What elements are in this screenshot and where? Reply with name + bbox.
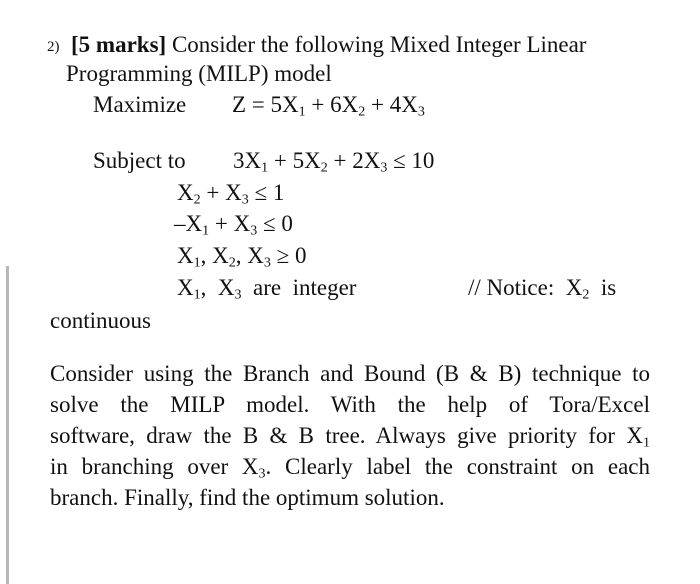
intro-text-line1: Consider the following Mixed Integer Linear: [171, 32, 587, 57]
constraint-1: $3X_1 + 5X_2 + 2X_3 \le 10$: [233, 148, 435, 176]
instructions-line-3: software, draw the B & B tree. Always give priority for $X_1$: [50, 423, 650, 451]
constraint-nonnegativity: $X_1$, $X_2$, $X_3 \ge 0$: [177, 243, 307, 271]
instructions-line-1: Consider using the Branch and Bound (B & B) technique to: [50, 361, 650, 386]
left-margin-bar: [6, 266, 9, 584]
intro-text-line2: Programming (MILP) model: [66, 61, 332, 86]
question-number: 2): [47, 39, 60, 55]
objective-function: $Z = 5X_1 + 6X_2 + 4X_3$: [232, 92, 425, 120]
constraint-integer: $X_1$, $X_3$ are integer: [177, 275, 357, 303]
notice-comment: // Notice: $X_2$ is: [468, 275, 617, 303]
instructions-line-4: in branching over $X_3$. Clearly label the constraint on each: [50, 454, 650, 482]
instructions-line-2: solve the MILP model. With the help of Tora/Excel: [50, 392, 650, 417]
subject-to-label: Subject to: [93, 148, 186, 173]
constraint-3: $-X_1 + X_3 \le 0$: [174, 211, 293, 239]
instructions-line-5: branch. Finally, find the optimum solution.: [50, 485, 445, 510]
question-header: [71, 33, 586, 56]
continuous-word: continuous: [50, 308, 151, 333]
maximize-label: Maximize: [93, 92, 187, 117]
marks-label: [5 marks]: [71, 32, 167, 57]
constraint-2: $X_2 + X_3 \le 1$: [177, 180, 285, 208]
